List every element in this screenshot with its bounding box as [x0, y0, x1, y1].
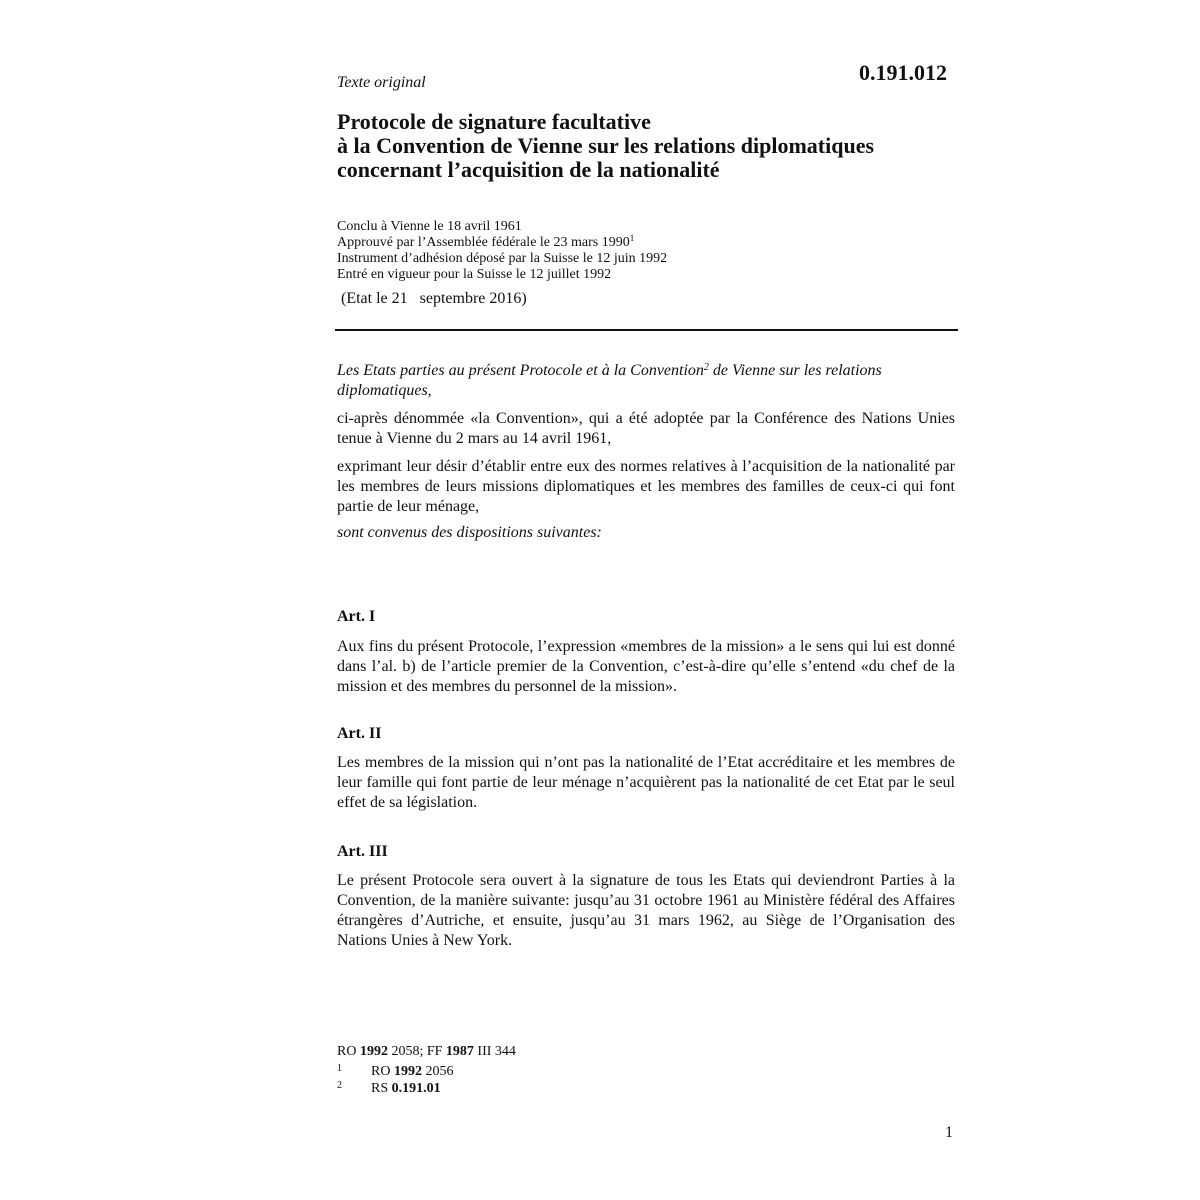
ro-year: 1992 — [359, 1044, 388, 1059]
footnote-2-number: 2 — [337, 1080, 342, 1091]
footnote-2-ref: 0.191.01 — [391, 1081, 441, 1096]
sr-number: 0.191.012 — [859, 60, 947, 85]
texte-original-label: Texte original — [337, 74, 426, 91]
footnote-1-number: 1 — [337, 1063, 342, 1074]
footnote-2-prefix: RS — [371, 1081, 389, 1096]
document-metadata — [337, 219, 667, 283]
article-1-text: Aux fins du présent Protocole, l’expression «membres de la mission» a le sens qui lui est donné dans l’al. b) de l’article premier de la Convention, c’est-à-dire qu’elle s’entend «du chef de la mission et des membres du personnel de la mission». — [337, 638, 955, 695]
meta-instrument: Instrument d’adhésion déposé par la Suisse le 12 juin 1992 — [337, 251, 668, 266]
footnote-1 — [337, 1063, 453, 1080]
preamble-paragraph-4: sont convenus des dispositions suivantes: — [337, 524, 602, 541]
ro-prefix: RO — [337, 1044, 357, 1059]
footnote-1-prefix: RO — [371, 1064, 391, 1079]
footnote-2 — [337, 1080, 441, 1097]
page-number: 1 — [945, 1124, 953, 1141]
article-3-title: Art. III — [337, 843, 388, 860]
footnote-ref-2[interactable]: 2 — [703, 362, 709, 373]
meta-approved — [337, 235, 667, 251]
preamble-paragraph-3: exprimant leur désir d’établir entre eux des normes relatives à l’acquisition de la nationalité par les membres de leurs missions diplomatiques et les membres des familles de ceux-ci qui font partie de leur ménage, — [337, 458, 955, 515]
footnote-ro-reference — [337, 1044, 516, 1060]
title-line-2: à la Convention de Vienne sur les relations diplomatiques — [337, 133, 875, 158]
preamble-paragraph-2: ci-après dénommée «la Convention», qui a été adoptée par la Conférence des Nations Unies tenue à Vienne du 2 mars au 14 avril 1961, — [337, 410, 955, 447]
meta-approved-text: Approuvé par l’Assemblée fédérale le 23 mars 1990 — [337, 235, 630, 250]
title-line-3: concernant l’acquisition de la nationalité — [337, 157, 720, 182]
meta-concluded: Conclu à Vienne le 18 avril 1961 — [337, 219, 522, 234]
article-1-title: Art. I — [337, 608, 376, 625]
footnote-ref-1[interactable]: 1 — [629, 233, 635, 243]
preamble-1-text-a: Les Etats parties au présent Protocole et à la Convention — [337, 362, 704, 379]
ff-year: 1987 — [445, 1044, 474, 1059]
preamble-paragraph-1 — [337, 361, 955, 401]
preamble-1-text-b: de Vienne sur les relations diplomatiques, — [337, 362, 882, 399]
ro-page: 2058; FF — [391, 1044, 443, 1059]
etat-date: (Etat le 21 septembre 2016) — [341, 290, 527, 307]
document-title — [337, 110, 977, 182]
ff-rest: III 344 — [477, 1044, 516, 1059]
title-line-1: Protocole de signature facultative — [337, 109, 651, 134]
header-divider — [335, 329, 958, 331]
meta-in-force: Entré en vigueur pour la Suisse le 12 juillet 1992 — [337, 267, 612, 282]
footnote-1-year: 1992 — [393, 1064, 422, 1079]
article-3-text: Le présent Protocole sera ouvert à la signature de tous les Etats qui deviendront Parties à la Convention, de la manière suivante: jusqu’au 31 octobre 1961 au Ministère fédéral des Affaires étrangères d’Autriche, et ensuite, jusqu’au 31 mars 1962, au Siège de l’Organisation des Nations Unies à New York. — [337, 872, 955, 949]
footnote-1-page: 2056 — [425, 1064, 454, 1079]
article-2-title: Art. II — [337, 725, 382, 742]
article-2-text: Les membres de la mission qui n’ont pas la nationalité de l’Etat accréditaire et les membres de leur famille qui font partie de leur ménage n’acquièrent pas la nationalité de cet Etat par le seul effet de sa législation. — [337, 754, 955, 811]
